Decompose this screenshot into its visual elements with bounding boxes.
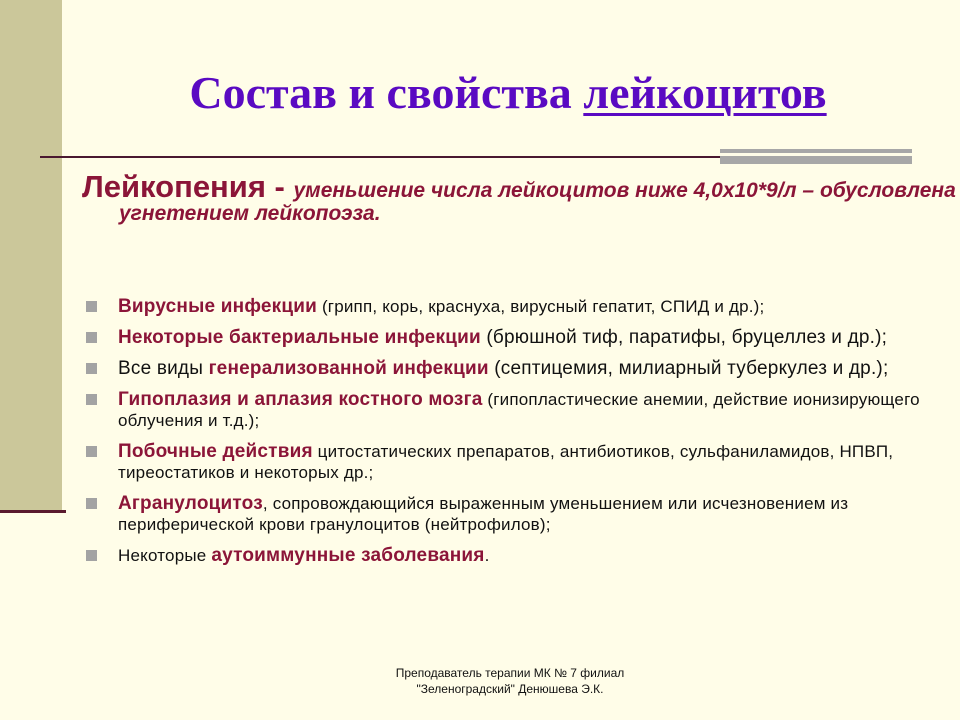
square-bullet-icon <box>86 550 97 561</box>
item-detail: цитостатических препаратов, антибиотиков, сульфаниламидов, НПВП, тиреостатиков и некоторых др.; <box>118 442 894 482</box>
divider-accent-block <box>720 149 912 164</box>
definition-paragraph <box>82 170 959 226</box>
footer-line-2: "Зеленоградский" Денюшева Э.К. <box>416 682 604 696</box>
square-bullet-icon <box>86 363 97 374</box>
item-highlight: Вирусные инфекции <box>118 296 318 317</box>
list-item-side-effects <box>86 441 936 483</box>
list-item-viral-infections <box>86 296 936 317</box>
slide-title <box>0 66 960 119</box>
list-item-bone-marrow-hypoplasia <box>86 389 936 431</box>
item-detail: (брюшной тиф, паратифы, бруцеллез и др.); <box>480 327 888 348</box>
divider-accent-gap <box>720 153 912 156</box>
title-text: Состав и свойства <box>189 67 584 118</box>
footer-line-1: Преподаватель терапии МК № 7 филиал <box>395 666 625 680</box>
item-highlight: Некоторые бактериальные инфекции <box>118 327 481 348</box>
list-item-agranulocytosis <box>86 493 936 535</box>
item-detail: (грипп, корь, краснуха, вирусный гепатит, СПИД и др.); <box>317 297 765 316</box>
square-bullet-icon <box>86 301 97 312</box>
list-item-autoimmune-diseases <box>86 545 936 566</box>
slide-footer <box>310 665 710 697</box>
definition-term: Лейкопения - <box>82 169 294 204</box>
left-bar-underline <box>0 510 66 513</box>
causes-list <box>86 296 936 576</box>
item-detail: (септицемия, милиарный туберкулез и др.); <box>488 358 889 379</box>
list-item-generalized-infection <box>86 358 936 379</box>
title-underlined-word: лейкоцитов <box>583 67 827 118</box>
definition-text: уменьшение числа лейкоцитов ниже 4,0х10*9/л – обусловлена угнетением лейкопоэза. <box>119 179 956 226</box>
item-detail: , сопровождающийся выраженным уменьшением или исчезновением из периферической крови гранулоцитов (нейтрофилов); <box>118 494 849 534</box>
item-highlight: Побочные действия <box>118 441 313 462</box>
square-bullet-icon <box>86 446 97 457</box>
item-detail: (гипопластические анемии, действие ионизирующего облучения и т.д.); <box>118 390 920 430</box>
square-bullet-icon <box>86 332 97 343</box>
square-bullet-icon <box>86 498 97 509</box>
item-prefix: Все виды <box>118 358 209 379</box>
item-highlight: Гипоплазия и аплазия костного мозга <box>118 389 483 410</box>
square-bullet-icon <box>86 394 97 405</box>
item-highlight: генерализованной инфекции <box>208 358 489 379</box>
item-highlight: аутоиммунные заболевания <box>211 545 485 566</box>
list-item-bacterial-infections <box>86 327 936 348</box>
item-highlight: Агранулоцитоз <box>118 493 263 514</box>
item-prefix: Некоторые <box>118 546 212 565</box>
item-detail: . <box>484 546 490 565</box>
